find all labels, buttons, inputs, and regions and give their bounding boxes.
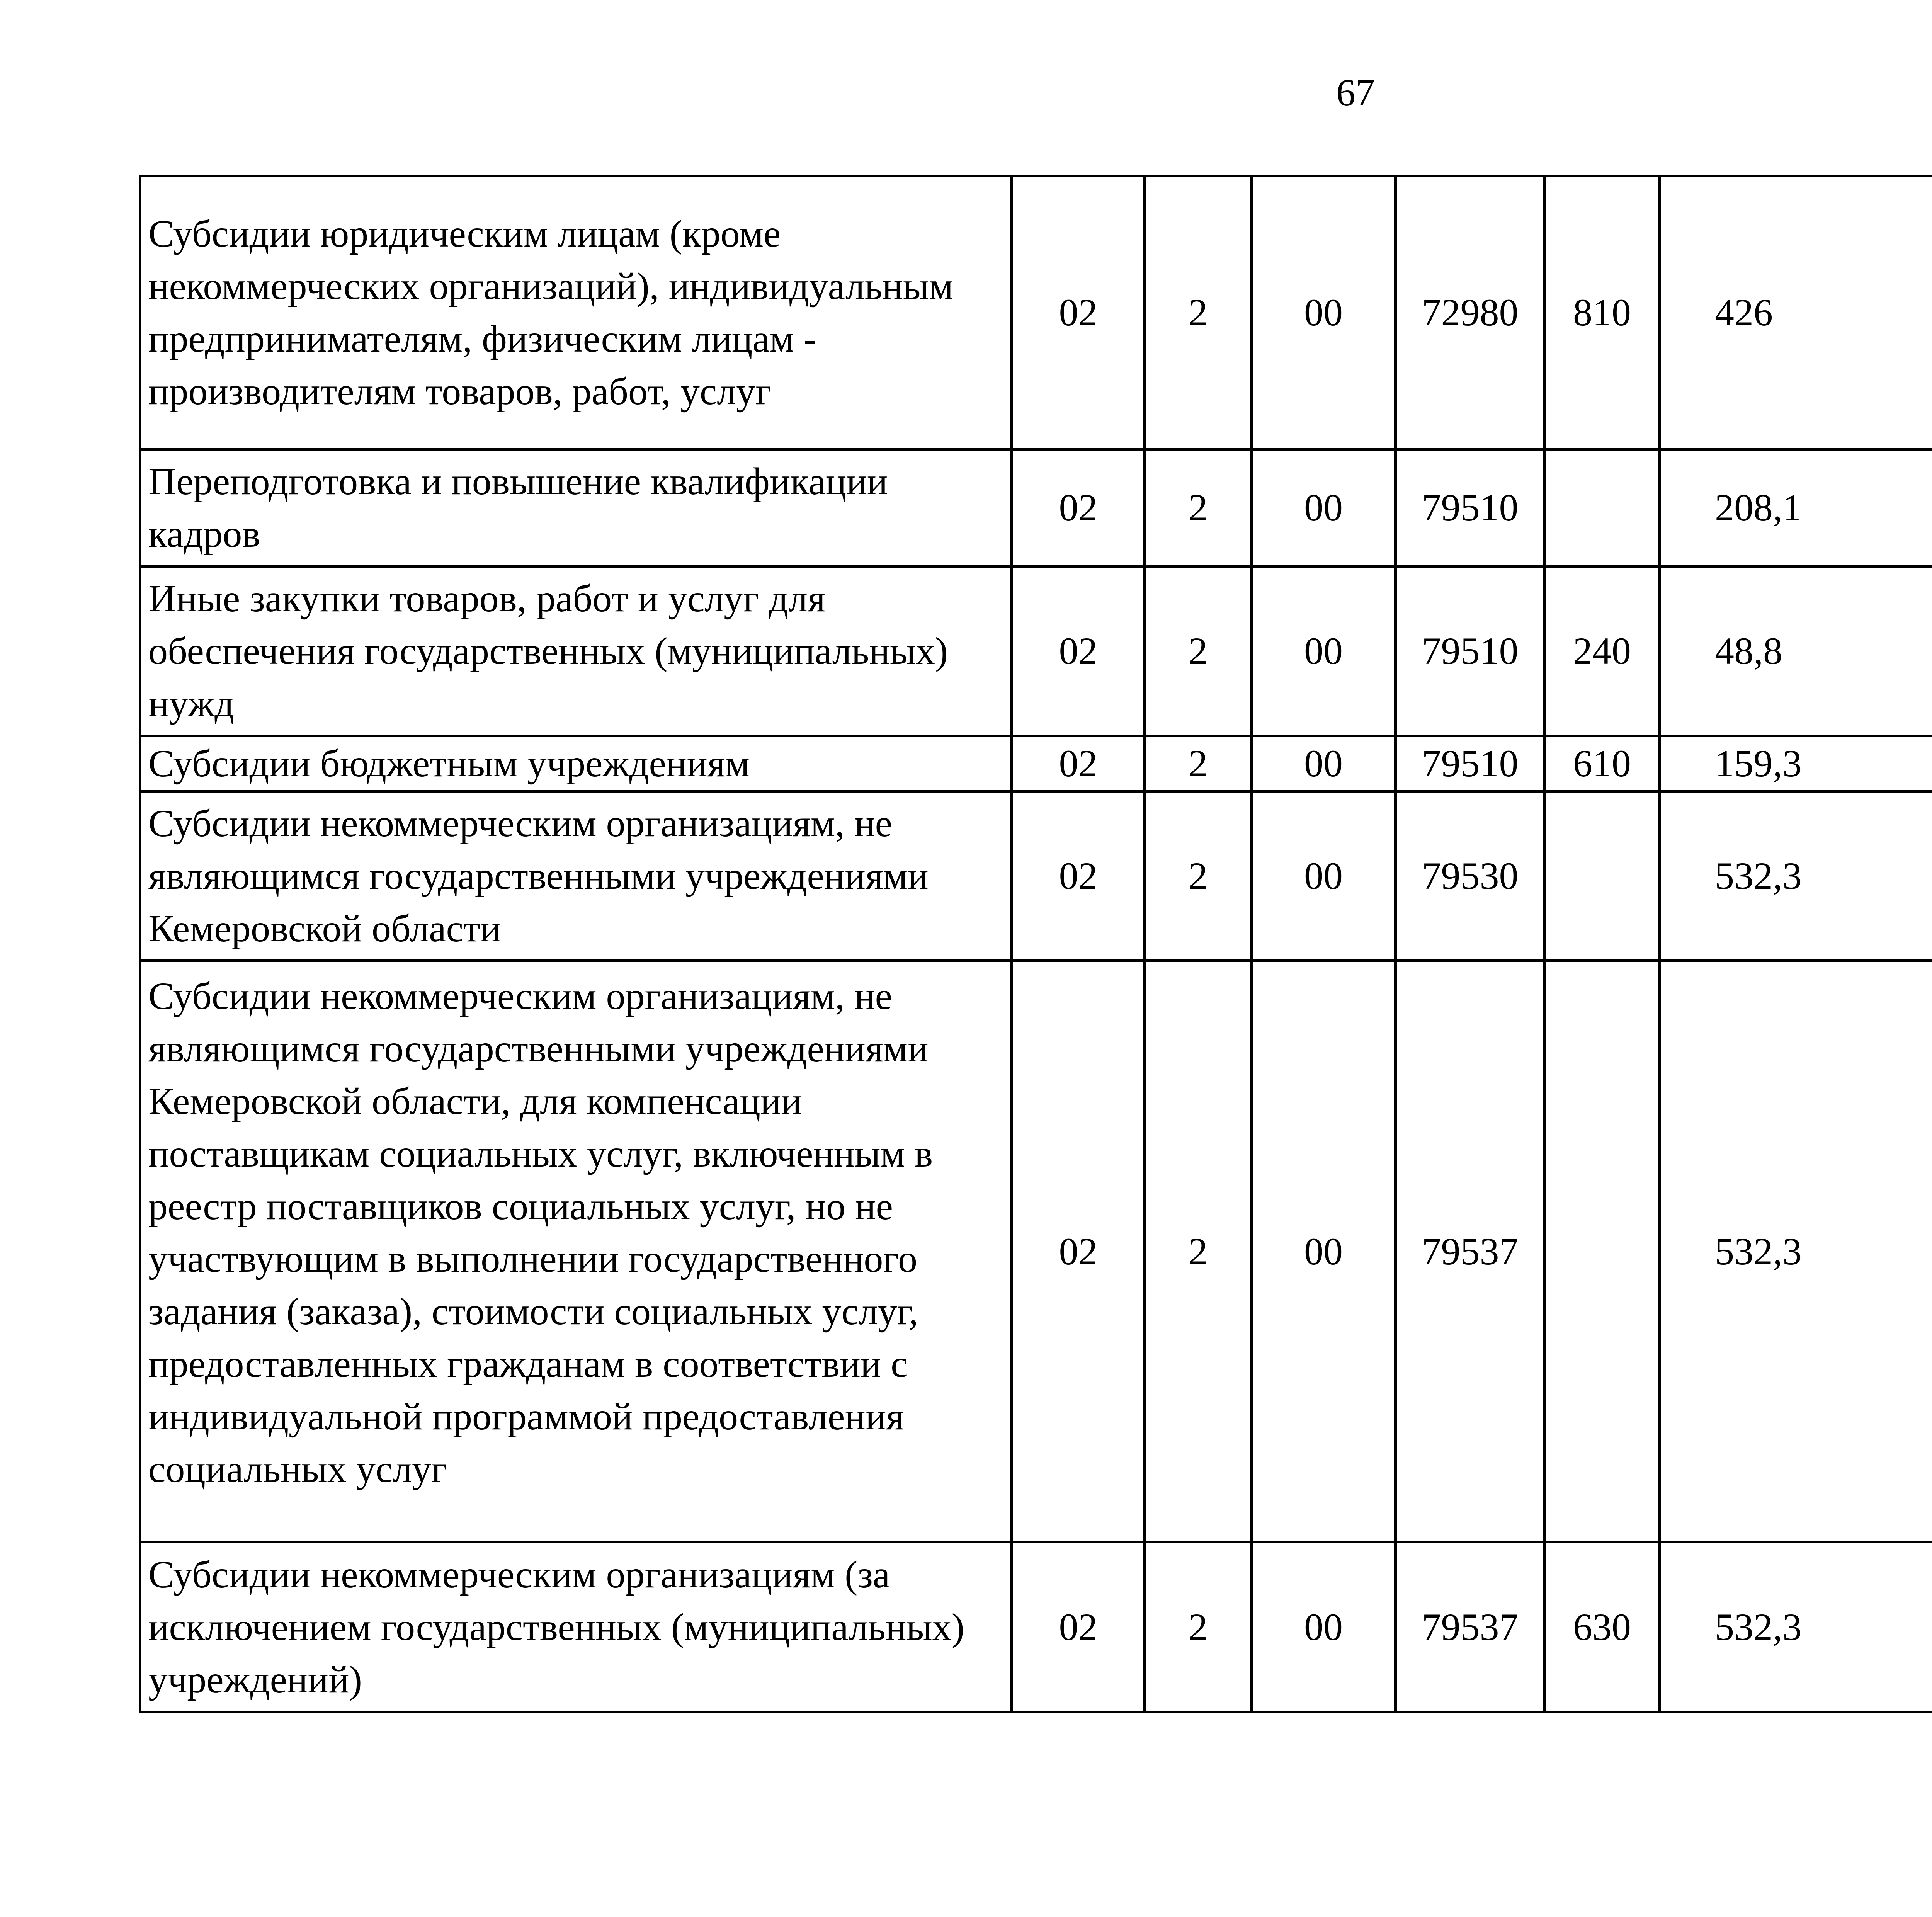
- expense-type-cell: [1545, 961, 1660, 1542]
- amount-year1-cell: 426: [1660, 176, 1932, 449]
- expense-type-cell: 810: [1545, 176, 1660, 449]
- row-name-cell: Субсидии некоммерческим организациям, не являющимся государственными учреждениями Кемеровской области: [140, 791, 1012, 961]
- expense-type-cell: [1545, 449, 1660, 566]
- section-cell: 02: [1012, 961, 1145, 1542]
- section-cell: 02: [1012, 566, 1145, 736]
- table-row: [140, 449, 1932, 566]
- section-cell: 02: [1012, 791, 1145, 961]
- row-name-cell: Субсидии некоммерческим организациям, не являющимся государственными учреждениями Кемеровской области, для компенсации поставщикам социальных услуг, включенным в реестр поставщиков социальных услуг, но не участвующим в выполнении государственного задания (заказа), стоимости социальных услуг, предоставленных гражданам в соответствии с индивидуальной программой предоставления социальных услуг: [140, 961, 1012, 1542]
- subprogram-cell: 00: [1252, 736, 1396, 791]
- subprogram-cell: 00: [1252, 1542, 1396, 1712]
- program-cell: 2: [1145, 1542, 1252, 1712]
- direction-cell: 72980: [1396, 176, 1545, 449]
- section-cell: 02: [1012, 449, 1145, 566]
- program-cell: 2: [1145, 736, 1252, 791]
- expense-type-cell: [1545, 791, 1660, 961]
- direction-cell: 79510: [1396, 449, 1545, 566]
- subprogram-cell: 00: [1252, 176, 1396, 449]
- direction-cell: 79537: [1396, 1542, 1545, 1712]
- direction-cell: 79510: [1396, 566, 1545, 736]
- row-name-cell: Переподготовка и повышение квалификации кадров: [140, 449, 1012, 566]
- program-cell: 2: [1145, 176, 1252, 449]
- expense-type-cell: 630: [1545, 1542, 1660, 1712]
- budget-table: [139, 175, 1932, 1713]
- amount-year1-cell: 48,8: [1660, 566, 1932, 736]
- subprogram-cell: 00: [1252, 961, 1396, 1542]
- table-row: [140, 736, 1932, 791]
- table-row: [140, 176, 1932, 449]
- subprogram-cell: 00: [1252, 791, 1396, 961]
- row-name-cell: Субсидии юридическим лицам (кроме некоммерческих организаций), индивидуальным предпринимателям, физическим лицам - производителям товаров, работ, услуг: [140, 176, 1012, 449]
- amount-year1-cell: 532,3: [1660, 961, 1932, 1542]
- program-cell: 2: [1145, 449, 1252, 566]
- section-cell: 02: [1012, 176, 1145, 449]
- expense-type-cell: 240: [1545, 566, 1660, 736]
- direction-cell: 79537: [1396, 961, 1545, 1542]
- page-number: 67: [1336, 71, 1375, 114]
- subprogram-cell: 00: [1252, 449, 1396, 566]
- table-row: [140, 566, 1932, 736]
- expense-type-cell: 610: [1545, 736, 1660, 791]
- amount-year1-cell: 532,3: [1660, 791, 1932, 961]
- amount-year1-cell: 159,3: [1660, 736, 1932, 791]
- subprogram-cell: 00: [1252, 566, 1396, 736]
- row-name-cell: Иные закупки товаров, работ и услуг для обеспечения государственных (муниципальных) нужд: [140, 566, 1012, 736]
- row-name-cell: Субсидии бюджетным учреждениям: [140, 736, 1012, 791]
- table-row: [140, 791, 1932, 961]
- program-cell: 2: [1145, 566, 1252, 736]
- amount-year1-cell: 532,3: [1660, 1542, 1932, 1712]
- amount-year1-cell: 208,1: [1660, 449, 1932, 566]
- direction-cell: 79530: [1396, 791, 1545, 961]
- program-cell: 2: [1145, 791, 1252, 961]
- row-name-cell: Субсидии некоммерческим организациям (за исключением государственных (муниципальных) учреждений): [140, 1542, 1012, 1712]
- direction-cell: 79510: [1396, 736, 1545, 791]
- table-row: [140, 961, 1932, 1542]
- program-cell: 2: [1145, 961, 1252, 1542]
- table-row: [140, 1542, 1932, 1712]
- section-cell: 02: [1012, 736, 1145, 791]
- section-cell: 02: [1012, 1542, 1145, 1712]
